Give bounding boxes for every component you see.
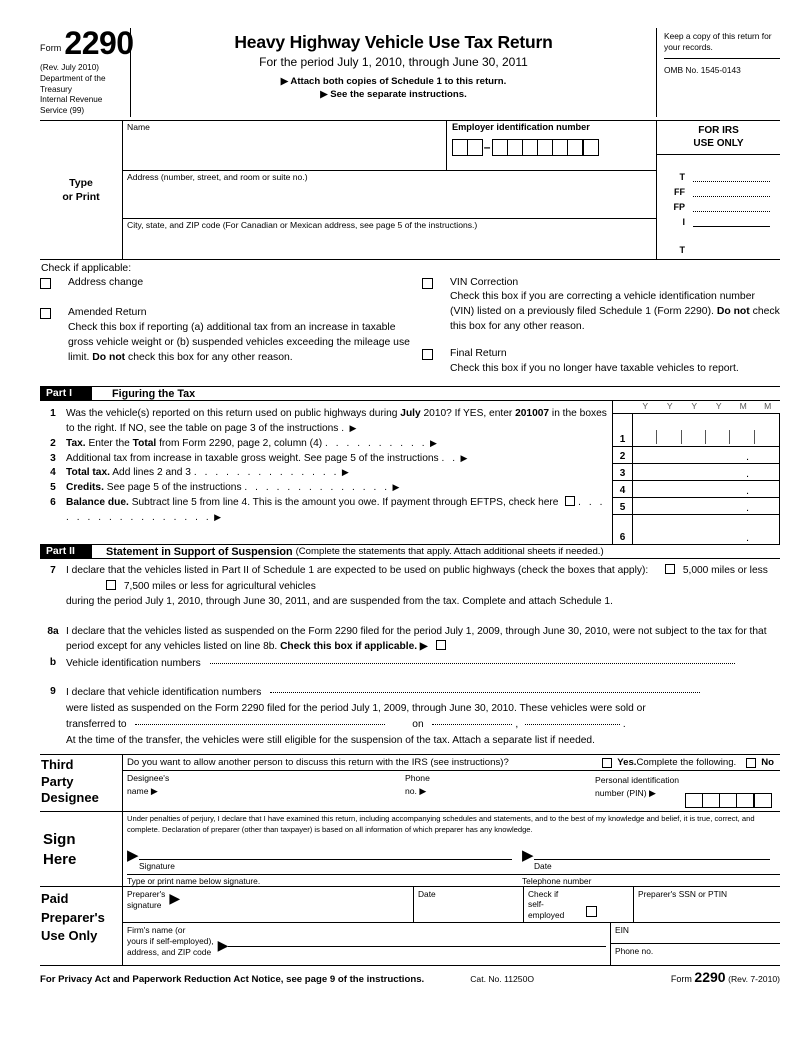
amount-input-5[interactable] — [633, 498, 780, 514]
right-arrow-icon: ▶ — [127, 846, 139, 864]
part1-line-5 — [40, 481, 612, 496]
line-number: 1 — [50, 408, 56, 420]
amended-return-checkbox[interactable] — [40, 308, 51, 319]
address-change-item[interactable] — [40, 276, 418, 291]
keep-copy-note: Keep a copy of this return for your records. — [664, 31, 772, 52]
part1-line-1 — [40, 407, 612, 437]
third-party-question: Do you want to allow another person to discuss this return with the IRS (see instructions)? — [127, 757, 509, 769]
form-number: 2290 — [64, 25, 134, 61]
line-number: 5 — [50, 482, 56, 494]
part1-body — [40, 401, 780, 544]
line9-text-c: transferred to — [66, 719, 127, 731]
amount-row-6[interactable] — [613, 514, 780, 544]
preparer-date-field[interactable] — [413, 887, 523, 922]
right-arrow-icon: ▶ — [419, 785, 427, 796]
col-header-y1: Y — [642, 401, 649, 412]
amended-return-desc-a: Check this box if reporting (a) additional tax from an increase in taxable gross vehicle weight or (b) suspended vehicles exceeding the mileage use limit. — [68, 322, 410, 363]
signature-field[interactable] — [127, 846, 522, 871]
third-party-designee-label: Third Party Designee — [41, 757, 99, 805]
for-irs-use-only-block — [656, 121, 780, 259]
part1-line-2 — [40, 437, 612, 452]
final-return-desc: Check this box if you no longer have taxable vehicles to report. — [450, 362, 739, 374]
line8b-text: Vehicle identification numbers — [66, 657, 201, 669]
ein-digit-box[interactable] — [492, 139, 508, 156]
third-party-yes-checkbox[interactable] — [602, 758, 612, 768]
right-arrow-icon: ▶ — [150, 785, 158, 796]
amount-row-number: 4 — [613, 481, 633, 497]
decimal-point: . — [745, 485, 749, 498]
type-print-name-caption: Type or print name below signature. — [127, 875, 261, 886]
amount-input-3[interactable] — [633, 464, 780, 480]
digit-separators — [633, 414, 779, 446]
check-if-applicable-heading: Check if applicable: — [41, 262, 132, 274]
irs-row-label: T — [679, 244, 685, 255]
amount-input-2[interactable] — [633, 447, 780, 463]
irs-row-dotted-line — [693, 173, 770, 182]
footer-form-label: Form — [670, 973, 692, 984]
paid-preparer-section — [40, 886, 780, 965]
part2-note: (Complete the statements that apply. Attach additional sheets if needed.) — [295, 546, 604, 558]
line5-text: See page 5 of the instructions — [103, 482, 242, 494]
perjury-statement: Under penalties of perjury, I declare that I have examined this return, including accompanying schedules and statements, and to the best of my knowledge and belief, it is true, correct, and complete. Declaration of preparer (other than taxpayer) is based on all information of which preparer has any knowledge. — [127, 814, 755, 834]
self-employed-checkbox[interactable] — [586, 906, 597, 917]
part2-body — [40, 559, 780, 748]
line5-bold: Credits. — [66, 482, 104, 494]
vin-correction-desc-b: check this box for any other reason. — [450, 306, 780, 332]
year-month-headers — [613, 401, 780, 413]
decimal-point: . — [745, 532, 749, 545]
line8a-text: I declare that the vehicles listed as suspended on the Form 2290 filed for the period July 1, 2009, through June 30, 2010, were not subject to the tax for that period except for any vehicles listed on line 8b. — [66, 625, 767, 653]
leader-dots: . . — [441, 452, 458, 464]
right-arrow-icon: ▶ — [430, 437, 437, 448]
checkbox-column-left — [40, 276, 418, 379]
final-return-item[interactable] — [422, 347, 780, 377]
amount-row-3[interactable] — [613, 463, 780, 480]
line-number: 4 — [50, 467, 56, 479]
preparer-date-label: Date — [418, 888, 436, 899]
line8a-bold: Check this box if applicable. ▶ — [280, 641, 428, 653]
part1-line-3 — [40, 452, 612, 467]
signature-caption: Signature — [139, 860, 175, 871]
ein-digit-box[interactable] — [522, 139, 538, 156]
footer-form-number: 2290 — [694, 968, 726, 985]
tax-period: For the period July 1, 2010, through June 30, 2011 — [259, 55, 528, 69]
line8b-input-line[interactable] — [210, 655, 735, 664]
eftps-checkbox[interactable] — [565, 496, 575, 506]
page-title: Heavy Highway Vehicle Use Tax Return — [234, 32, 553, 52]
preparer-ein-label: EIN — [615, 924, 629, 935]
decimal-point: . — [745, 502, 749, 515]
irs-row-t — [657, 167, 780, 182]
line1-bold-july: July — [400, 408, 421, 420]
attach-instruction-2: ▶ See the separate instructions. — [320, 88, 467, 100]
amended-return-label: Amended Return — [68, 307, 147, 319]
ein-boxes[interactable] — [452, 139, 656, 156]
attach-instruction-1: ▶ Attach both copies of Schedule 1 to this return. — [280, 76, 507, 87]
line4-bold: Total tax. — [66, 467, 110, 479]
irs-row-label: T — [679, 171, 685, 182]
third-party-no-label: No — [761, 757, 774, 769]
line-number: 8a — [47, 625, 59, 637]
pin-digit-box[interactable] — [736, 793, 754, 808]
line-number: 7 — [50, 565, 56, 577]
leader-dots: . — [341, 423, 347, 435]
entity-fields — [122, 121, 656, 259]
line9-date-month-input[interactable] — [432, 716, 512, 725]
amended-return-desc-b: check this box for any other reason. — [125, 351, 293, 363]
header-right-block — [656, 28, 780, 117]
line9-date-year-input[interactable] — [525, 716, 620, 725]
line7-option-2: 7,500 miles or less for agricultural vehicles — [123, 580, 316, 592]
pin-digit-box[interactable] — [719, 793, 737, 808]
col-header-m2: M — [764, 401, 772, 412]
amount-input-4[interactable] — [633, 481, 780, 497]
leader-dots: . . . . . . . . . . — [324, 437, 428, 449]
ein-digit-box[interactable] — [552, 139, 568, 156]
line8a-applicable-checkbox[interactable] — [436, 640, 446, 650]
preparer-ssn-ptin-label: Preparer's SSN or PTIN — [638, 888, 728, 899]
line7-option-1: 5,000 miles or less — [682, 565, 768, 577]
signature-date-field[interactable] — [522, 846, 780, 871]
irs-row-t-bottom — [657, 227, 780, 255]
amount-row-4[interactable] — [613, 480, 780, 497]
part1-lines — [40, 401, 612, 544]
line-number: 2 — [50, 437, 56, 449]
amount-row-number: 3 — [613, 464, 633, 480]
ein-digit-box[interactable] — [567, 139, 583, 156]
irs-row-label: FF — [674, 186, 685, 197]
form-label: Form — [40, 43, 62, 54]
amended-return-donot: Do not — [92, 351, 126, 363]
preparer-phone-label: Phone no. — [615, 945, 654, 956]
address-field-cell[interactable] — [123, 171, 656, 219]
city-state-zip-label: City, state, and ZIP code (For Canadian or Mexican address, see page 5 of the instructions.) — [127, 219, 478, 230]
vin-correction-donot: Do not — [716, 306, 750, 318]
part2-line-8a — [40, 624, 780, 655]
line6-bold: Balance due. — [66, 496, 129, 508]
line7-text-a: I declare that the vehicles listed in Part II of Schedule 1 are expected to be used on public highways (check the boxes that apply): — [66, 565, 649, 577]
form-2290-page — [0, 25, 800, 1063]
line9-period: . — [622, 719, 626, 731]
checkbox-column-right — [418, 276, 780, 379]
header-left-block — [40, 25, 134, 117]
privacy-act-notice: For Privacy Act and Paperwork Reduction Act Notice, see page 9 of the instructions. — [40, 973, 425, 985]
line-number: 3 — [50, 452, 56, 464]
amount-row-5[interactable] — [613, 497, 780, 514]
amount-row-number: 2 — [613, 447, 633, 463]
ein-digit-box[interactable] — [583, 139, 599, 156]
part1-tag: Part I — [40, 387, 92, 400]
line1-text-c: in the boxes to the right. If NO, see the table on page 3 of the instructions — [66, 408, 607, 435]
entity-information-block — [40, 120, 780, 259]
line9-vin-input-line[interactable] — [270, 684, 700, 693]
sign-here-section — [40, 811, 780, 886]
preparer-phone-field[interactable] — [611, 944, 780, 965]
line2-text: Enter the — [85, 437, 133, 449]
decimal-point: . — [745, 451, 749, 464]
ein-digit-box[interactable] — [537, 139, 553, 156]
city-field-cell[interactable] — [123, 219, 656, 259]
part1-amount-column — [612, 401, 780, 544]
irs-row-label: FP — [673, 201, 685, 212]
final-return-checkbox[interactable] — [422, 349, 433, 360]
date-caption: Date — [534, 860, 552, 871]
third-party-question-row — [123, 755, 780, 771]
col-header-y3: Y — [691, 401, 698, 412]
right-arrow-icon: ▶ — [648, 787, 656, 798]
line3-text: Additional tax from increase in taxable gross weight. See page 5 of the instructions — [66, 452, 439, 464]
line1-bold-201007: 201007 — [515, 408, 550, 420]
omb-number: OMB No. 1545-0143 — [664, 58, 780, 75]
telephone-number-caption: Telephone number — [522, 875, 592, 886]
right-arrow-icon: ▶ — [349, 423, 357, 434]
part1-header-bar — [40, 386, 780, 401]
line2-text2: from Form 2290, page 2, column (4) — [156, 437, 323, 449]
final-return-label: Final Return — [450, 347, 507, 359]
ein-label: Employer identification number — [452, 121, 590, 132]
for-irs-use-only-title: FOR IRS USE ONLY — [657, 121, 780, 155]
third-party-yes-label: Yes. — [617, 757, 637, 769]
line9-on-label: on — [412, 719, 424, 731]
line2-bold-tax: Tax. — [66, 437, 86, 449]
irs-row-i — [657, 212, 780, 227]
line9-text-d: At the time of the transfer, the vehicles were still eligible for the suspension of the tax. Attach a separate list if needed. — [66, 734, 595, 746]
ein-digit-box[interactable] — [467, 139, 483, 156]
footer-revision: (Rev. 7-2010) — [728, 973, 780, 984]
third-party-no-checkbox[interactable] — [746, 758, 756, 768]
amount-row-number: 5 — [613, 498, 633, 514]
form-header — [40, 25, 780, 117]
part1-title: Figuring the Tax — [112, 387, 196, 400]
ein-digit-box[interactable] — [507, 139, 523, 156]
irs-row-dotted-line — [693, 203, 770, 212]
line9-text-b: were listed as suspended on the Form 2290 filed for the period July 1, 2009, through June 30, 2010. These vehicles were sold or — [66, 702, 646, 714]
preparer-ssn-ptin-field[interactable] — [633, 887, 780, 922]
part2-line-7 — [40, 563, 780, 610]
name-label: Name — [127, 121, 150, 132]
part1-line-4 — [40, 466, 612, 481]
check-if-applicable-section — [40, 259, 780, 379]
amount-input-1[interactable] — [633, 414, 780, 446]
part2-line-8b — [40, 655, 780, 672]
pin-digit-box[interactable] — [702, 793, 720, 808]
third-party-designee-section — [40, 754, 780, 811]
preparer-firm-field[interactable]: Firm's name (or yours if self-employed), address, and ZIP code ▶ — [123, 923, 610, 965]
vin-correction-desc-a: Check this box if you are correcting a vehicle identification number (VIN) listed on a previously filed Schedule 1 (Form 2290). — [450, 291, 755, 318]
preparer-signature-field[interactable]: Preparer's signature ▶ — [123, 887, 413, 922]
type-or-print-label: Type or Print — [62, 176, 100, 203]
miles-7500-agricultural-checkbox[interactable] — [106, 580, 116, 590]
line-number: 9 — [50, 686, 56, 698]
firm-name-rule — [228, 946, 606, 947]
third-party-yes-rest: Complete the following. — [636, 757, 737, 769]
name-field-cell[interactable] — [123, 121, 446, 170]
preparer-ein-field[interactable] — [611, 923, 780, 944]
line4-text: Add lines 2 and 3 — [109, 467, 191, 479]
ein-digit-box[interactable] — [452, 139, 468, 156]
pin-digit-box[interactable] — [685, 793, 703, 808]
right-arrow-icon: ▶ — [522, 846, 534, 864]
sign-here-label: Sign Here — [43, 831, 77, 868]
irs-row-solid-line — [693, 218, 770, 227]
designee-phone-field[interactable]: Phone no. ▶ — [405, 773, 430, 796]
amount-row-number: 1 — [613, 414, 633, 446]
line9-text-a: I declare that vehicle identification numbers — [66, 687, 262, 699]
col-header-m1: M — [739, 401, 747, 412]
miles-5000-checkbox[interactable] — [665, 564, 675, 574]
irs-row-ff — [657, 182, 780, 197]
right-arrow-icon: ▶ — [341, 467, 349, 478]
amended-return-item[interactable] — [40, 306, 418, 365]
form-footer — [40, 965, 780, 985]
col-header-y4: Y — [715, 401, 722, 412]
designee-pin-field: Personal identification number (PIN) ▶ — [593, 771, 780, 811]
line2-bold-total: Total — [132, 437, 157, 449]
line-number: b — [49, 656, 57, 668]
irs-row-label: I — [682, 216, 685, 227]
part2-header-bar — [40, 544, 780, 559]
pin-digit-box[interactable] — [754, 793, 772, 808]
line1-text-a: Was the vehicle(s) reported on this return used on public highways during — [66, 408, 401, 420]
leader-dots: . . . . . . . . . . . . . . — [244, 482, 390, 494]
right-arrow-icon: ▶ — [392, 482, 400, 493]
part1-line-6 — [40, 496, 612, 526]
ein-dash: – — [483, 139, 491, 154]
irs-row-fp — [657, 197, 780, 212]
address-label: Address (number, street, and room or suite no.) — [127, 171, 308, 182]
vin-correction-label: VIN Correction — [450, 276, 519, 288]
vin-correction-item[interactable] — [422, 276, 780, 335]
ein-field-cell — [446, 121, 656, 170]
footer-form-identifier — [671, 969, 780, 985]
line7-text-b: during the period July 1, 2010, through June 30, 2011, and are suspended from the tax. Complete and attach Schedule 1. — [66, 596, 613, 608]
department-line-2: Internal Revenue Service (99) — [40, 95, 103, 116]
department-line-1: Department of the Treasury — [40, 74, 106, 94]
col-header-y2: Y — [666, 401, 673, 412]
line9-transferred-to-input[interactable] — [135, 716, 385, 725]
line1-text-b: 2010? If YES, enter — [420, 408, 516, 420]
amount-row-2[interactable] — [613, 446, 780, 463]
amount-row-number: 6 — [613, 515, 633, 544]
designee-name-field[interactable]: Designee's name ▶ — [127, 773, 170, 796]
part2-tag: Part II — [40, 545, 92, 558]
leader-dots: . . . . . . . . . . . . . . — [193, 467, 340, 479]
amount-row-1[interactable] — [613, 413, 780, 446]
form-revision: (Rev. July 2010) — [40, 63, 100, 73]
decimal-point: . — [745, 468, 749, 481]
right-arrow-icon: ▶ — [169, 889, 181, 906]
preparer-self-employed-field[interactable]: Check if self- employed — [523, 887, 633, 922]
pin-boxes[interactable] — [685, 793, 771, 811]
address-change-label: Address change — [68, 276, 144, 288]
line9-comma: , — [515, 719, 519, 731]
catalog-number: Cat. No. 11250O — [470, 973, 535, 984]
right-arrow-icon: ▶ — [460, 452, 468, 463]
part2-title: Statement in Support of Suspension — [106, 545, 293, 558]
part2-line-9 — [40, 684, 780, 748]
right-arrow-icon: ▶ — [217, 936, 229, 953]
vin-correction-checkbox[interactable] — [422, 278, 433, 289]
irs-row-dotted-line — [693, 188, 770, 197]
header-title-block — [130, 28, 656, 117]
leader-dots: . . . . . . . . . . . . . . . . . — [66, 496, 606, 523]
right-arrow-icon: ▶ — [214, 511, 221, 522]
address-change-checkbox[interactable] — [40, 278, 51, 289]
paid-preparer-label: Paid Preparer's Use Only — [41, 890, 105, 944]
line-number: 6 — [50, 496, 56, 508]
line6-text: Subtract line 5 from line 4. This is the amount you owe. If payment through EFTPS, check here — [128, 496, 559, 508]
amount-input-6[interactable] — [633, 515, 780, 544]
